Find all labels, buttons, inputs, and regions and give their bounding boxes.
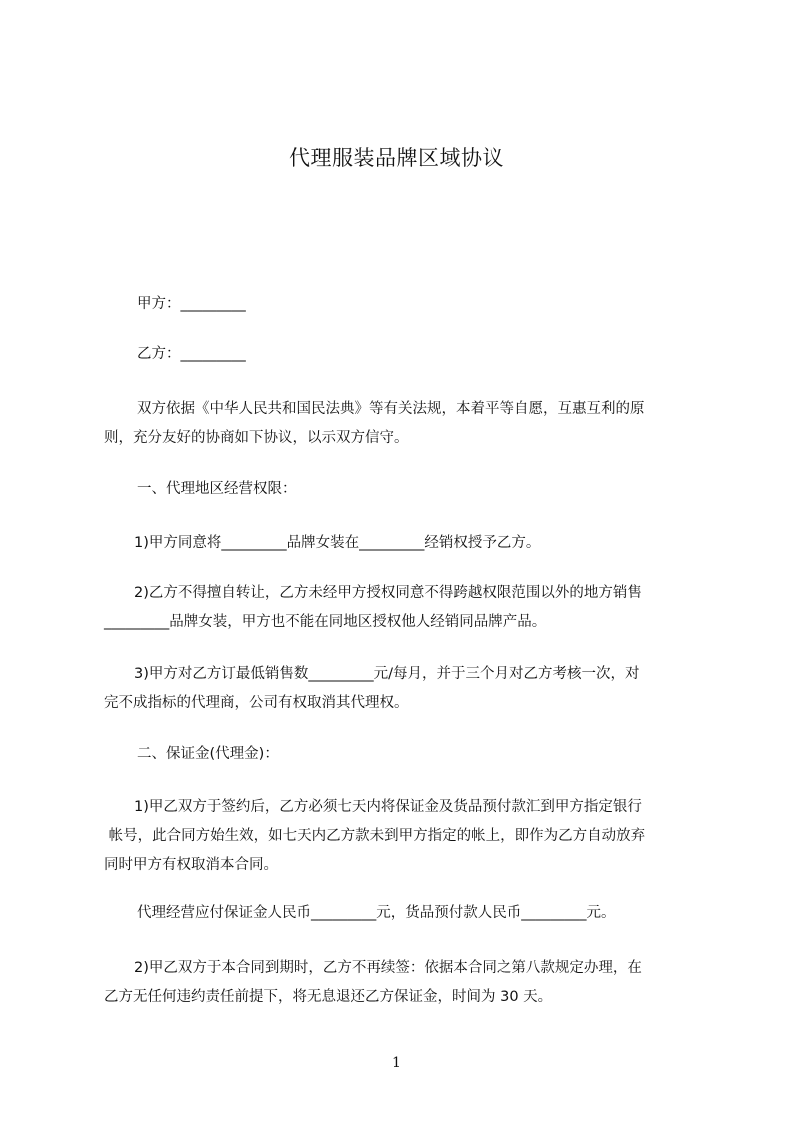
section-2-item-1-line-2: 帐号，此合同方始生效，如七天内乙方款未到甲方指定的帐上，即作为乙方自动放弃 — [104, 828, 646, 844]
section-2-deposit — [104, 899, 737, 928]
section-1-item-2-line-2: _________品牌女装，甲方也不能在同地区授权他人经销同品牌产品。 — [104, 614, 547, 630]
preamble-paragraph — [104, 395, 704, 453]
section-1-item-3 — [104, 660, 704, 718]
document-title: 代理服装品牌区域协议 — [289, 146, 504, 170]
section-2-item-2-line-1: 2)甲乙双方于本合同到期时，乙方不再续签：依据本合同之第八款规定办理，在 — [134, 960, 642, 976]
party-a-text: 甲方：_________ — [137, 296, 246, 312]
section-2-item-1 — [104, 793, 704, 880]
section-2-item-2-line-2: 乙方无任何违约责任前提下，将无息退还乙方保证金，时间为 30 天。 — [104, 989, 553, 1005]
section-1-item-1 — [104, 529, 734, 558]
party-b-line — [104, 340, 737, 369]
section-2-item-1-line-3: 同时甲方有权取消本合同。 — [104, 857, 278, 873]
section-2-item-2 — [104, 954, 704, 1012]
preamble-line-2: 则，充分友好的协商如下协议，以示双方信守。 — [104, 430, 409, 446]
section-2-item-1-line-1: 1)甲乙双方于签约后，乙方必须七天内将保证金及货品预付款汇到甲方指定银行 — [134, 799, 642, 815]
section-1-item-2-line-1: 2)乙方不得擅自转让，乙方未经甲方授权同意不得跨越权限范围以外的地方销售 — [134, 585, 642, 601]
party-a-line — [104, 290, 737, 319]
section-2-heading-text: 二、保证金(代理金)： — [137, 746, 279, 762]
section-1-item-1-text: 1)甲方同意将_________品牌女装在_________经销权授予乙方。 — [134, 535, 541, 551]
section-1-item-3-line-2: 完不成指标的代理商，公司有权取消其代理权。 — [104, 695, 409, 711]
page-number: 1 — [392, 1055, 401, 1071]
section-1-heading — [104, 475, 737, 504]
section-1-heading-text: 一、代理地区经营权限： — [137, 481, 297, 497]
section-1-item-2 — [104, 579, 704, 637]
preamble-line-1: 双方依据《中华人民共和国民法典》等有关法规，本着平等自愿，互惠互利的原 — [137, 401, 645, 417]
section-1-item-3-line-1: 3)甲方对乙方订最低销售数_________元/每月，并于三个月对乙方考核一次，对 — [134, 666, 640, 682]
section-2-deposit-text: 代理经营应付保证金人民币_________元，货品预付款人民币_________元。 — [137, 905, 616, 921]
party-b-text: 乙方：_________ — [137, 346, 246, 362]
section-2-heading — [104, 740, 737, 769]
